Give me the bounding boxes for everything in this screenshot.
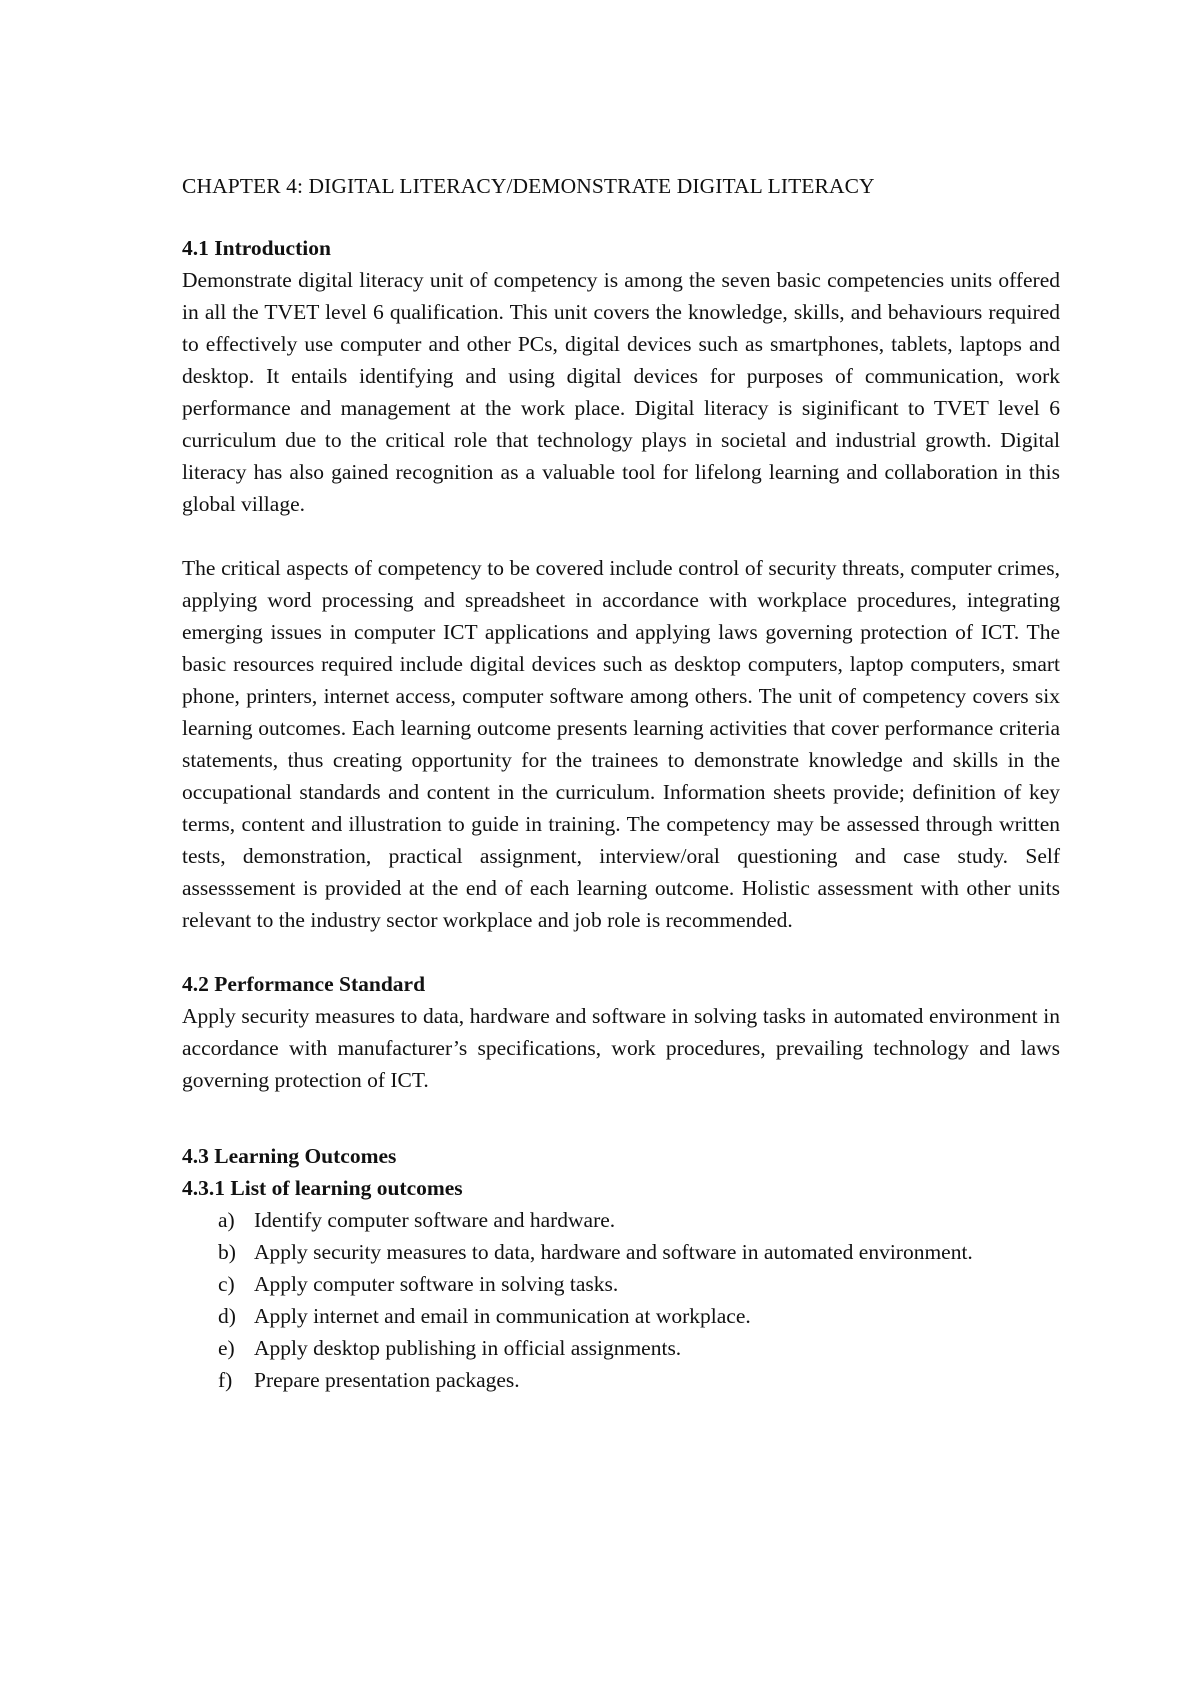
list-item-text: Apply computer software in solving tasks.	[254, 1272, 619, 1296]
list-item	[182, 1236, 1060, 1268]
list-item	[182, 1268, 1060, 1300]
document-page	[182, 170, 1060, 1396]
chapter-title: CHAPTER 4: DIGITAL LITERACY/DEMONSTRATE DIGITAL LITERACY	[182, 174, 875, 198]
introduction-paragraph-1: Demonstrate digital literacy unit of competency is among the seven basic competencies units offered in all the TVET level 6 qualification. This unit covers the knowledge, skills, and behaviours required to effectively use computer and other PCs, digital devices such as smartphones, tablets, laptops and desktop. It entails identifying and using digital devices for purposes of communication, work performance and management at the work place. Digital literacy is siginificant to TVET level 6 curriculum due to the critical role that technology plays in societal and industrial growth. Digital literacy has also gained recognition as a valuable tool for lifelong learning and collaboration in this global village.	[182, 268, 1060, 516]
list-item-text: Apply internet and email in communication at workplace.	[254, 1304, 751, 1328]
introduction-heading: 4.1 Introduction	[182, 236, 331, 260]
performance-standard-paragraph: Apply security measures to data, hardware and software in solving tasks in automated environment in accordance with manufacturer’s specifications, work procedures, prevailing technology and laws governing protection of ICT.	[182, 1004, 1060, 1092]
list-item-marker: a)	[218, 1208, 235, 1232]
spacer	[182, 1096, 1060, 1140]
list-item	[182, 1204, 1060, 1236]
list-item-text: Apply security measures to data, hardware and software in automated environment.	[254, 1240, 973, 1264]
spacer	[182, 202, 1060, 232]
list-item-marker: e)	[218, 1336, 235, 1360]
list-item-marker: b)	[218, 1240, 236, 1264]
list-item	[182, 1364, 1060, 1396]
spacer	[182, 936, 1060, 968]
learning-outcomes-list	[182, 1204, 1060, 1396]
performance-standard-heading: 4.2 Performance Standard	[182, 972, 426, 996]
list-item-marker: d)	[218, 1304, 236, 1328]
list-item-marker: c)	[218, 1272, 235, 1296]
introduction-paragraph-2: The critical aspects of competency to be covered include control of security threats, computer crimes, applying word processing and spreadsheet in accordance with workplace procedures, integrating emerging issues in computer ICT applications and applying laws governing protection of ICT. The basic resources required include digital devices such as desktop computers, laptop computers, smart phone, printers, internet access, computer software among others. The unit of competency covers six learning outcomes. Each learning outcome presents learning activities that cover performance criteria statements, thus creating opportunity for the trainees to demonstrate knowledge and skills in the occupational standards and content in the curriculum. Information sheets provide; definition of key terms, content and illustration to guide in training. The competency may be assessed through written tests, demonstration, practical assignment, interview/oral questioning and case study. Self assesssement is provided at the end of each learning outcome. Holistic assessment with other units relevant to the industry sector workplace and job role is recommended.	[182, 556, 1060, 932]
list-item-text: Identify computer software and hardware.	[254, 1208, 616, 1232]
list-item-marker: f)	[218, 1368, 233, 1392]
spacer	[182, 520, 1060, 552]
learning-outcomes-heading: 4.3 Learning Outcomes	[182, 1144, 397, 1168]
list-item-text: Prepare presentation packages.	[254, 1368, 520, 1392]
list-item	[182, 1332, 1060, 1364]
learning-outcomes-subheading: 4.3.1 List of learning outcomes	[182, 1176, 463, 1200]
list-item-text: Apply desktop publishing in official assignments.	[254, 1336, 682, 1360]
list-item	[182, 1300, 1060, 1332]
